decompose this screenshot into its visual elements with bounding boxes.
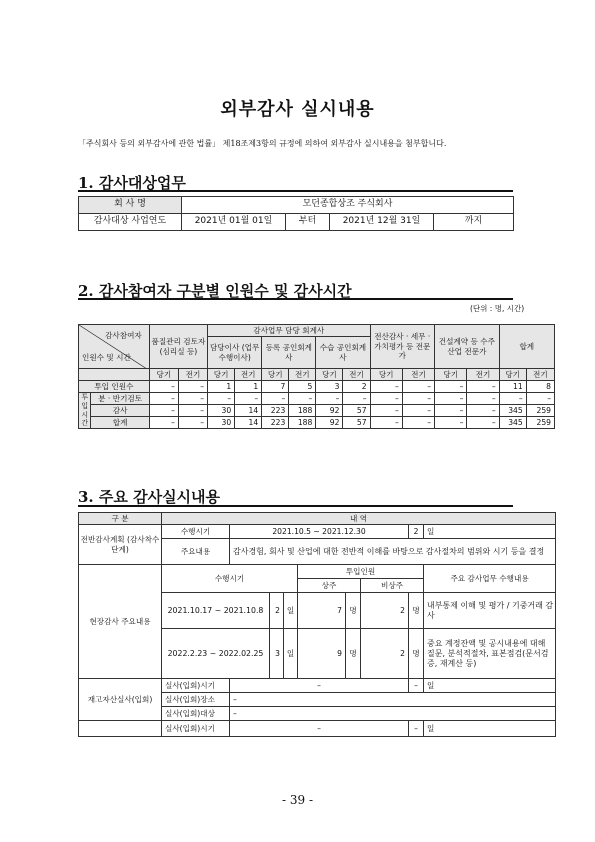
field-row-day-unit: 일 <box>284 593 298 629</box>
company-label: 회 사 명 <box>79 197 182 214</box>
section-3-rule <box>78 505 513 507</box>
row-hours-group: 투입 시간 <box>79 393 91 429</box>
people-value: 2 <box>343 381 370 393</box>
inv-place-value: – <box>230 693 556 707</box>
field-row-person-unit: 명 <box>409 593 424 629</box>
current-period-header: 당기 <box>262 369 289 381</box>
intro-text: 「주식회사 등의 외부감사에 관한 법률」 제18조제3항의 규정에 의하여 외부감사 실시내용을 첨부합니다. <box>78 139 447 148</box>
audit-value: 14 <box>235 405 262 417</box>
row-total <box>79 417 555 429</box>
section-2-rule <box>78 298 513 300</box>
field-row-task: 내부통제 이해 및 평가 / 기중거래 감사 <box>424 593 556 629</box>
field-nonresident: 비상주 <box>361 579 424 593</box>
prior-period-header: 전기 <box>526 369 554 381</box>
row-total-label: 합계 <box>91 417 149 429</box>
current-period-header: 당기 <box>208 369 235 381</box>
year-label: 감사대상 사업연도 <box>79 214 182 231</box>
col-group: 감사업무 담당 회계사 <box>208 325 370 337</box>
inv-day-unit: 일 <box>424 679 556 693</box>
plan-period-label: 수행시기 <box>162 525 230 539</box>
people-value: 1 <box>235 381 262 393</box>
audit-value: – <box>178 405 207 417</box>
row-review <box>79 393 555 405</box>
field-input-staff: 투입인원 <box>298 565 424 579</box>
audit-value: 92 <box>316 405 343 417</box>
plan-days: 2 <box>409 525 424 539</box>
page-title: 외부감사 실시내용 <box>220 99 375 120</box>
field-row-period: 2022.2.23 ~ 2022.02.25 <box>162 629 270 679</box>
total-value: – <box>435 417 467 429</box>
audit-value: – <box>467 405 499 417</box>
corner-bottom: 인원수 및 시간 <box>82 352 131 362</box>
review-value: – <box>235 393 262 405</box>
field-row-days: 2 <box>270 593 284 629</box>
field-resident: 상주 <box>298 579 361 593</box>
people-value: – <box>467 381 499 393</box>
audit-value: – <box>149 405 178 417</box>
main-audit-table <box>78 512 556 737</box>
prior-period-header: 전기 <box>235 369 262 381</box>
inv-days: – <box>409 679 424 693</box>
corner-top: 감사참여자 <box>105 331 142 341</box>
current-period-header: 당기 <box>316 369 343 381</box>
plan-label: 전반감사계획 (감사착수단계) <box>79 525 162 565</box>
current-period-header: 당기 <box>149 369 178 381</box>
people-value: 5 <box>289 381 316 393</box>
review-value: – <box>526 393 554 405</box>
total-value: – <box>402 417 434 429</box>
year-to-sep: 까지 <box>434 214 514 231</box>
review-value: – <box>435 393 467 405</box>
audit-value: – <box>370 405 402 417</box>
other-period-label: 실사(입회)시기 <box>162 721 230 737</box>
field-row-days: 3 <box>270 629 284 679</box>
company-value: 모던종합상조 주식회사 <box>182 197 514 214</box>
unit-note: (단위 : 명, 시간) <box>470 304 525 313</box>
people-value: – <box>178 381 207 393</box>
review-value: – <box>149 393 178 405</box>
other-period-value: – <box>230 721 409 737</box>
audit-value: – <box>435 405 467 417</box>
field-period-label: 수행시기 <box>162 565 298 593</box>
review-value: – <box>370 393 402 405</box>
field-label: 현장감사 주요내용 <box>79 565 162 679</box>
total-value: – <box>178 417 207 429</box>
total-value: 92 <box>316 417 343 429</box>
col-content: 내 역 <box>162 513 556 525</box>
prior-period-header: 전기 <box>467 369 499 381</box>
staff-hours-table <box>78 324 555 429</box>
audit-value: 188 <box>289 405 316 417</box>
other-days: – <box>409 721 424 737</box>
prior-period-header: 전기 <box>178 369 207 381</box>
col-category: 구 분 <box>79 513 162 525</box>
review-value: – <box>467 393 499 405</box>
field-row-nonresident: 2 <box>361 629 409 679</box>
total-value: – <box>370 417 402 429</box>
field-row-person-unit: 명 <box>409 629 424 679</box>
col-trainee: 수습 공인회계사 <box>316 337 370 369</box>
row-people <box>79 381 555 393</box>
people-value: 11 <box>499 381 526 393</box>
field-row-resident: 9 <box>298 629 346 679</box>
field-row-task: 중요 계정잔액 및 공시내용에 대해 질문, 분석적절차, 표본점검(문서검증, 재계산 등) <box>424 629 556 679</box>
inv-target-label: 실사(입회)대상 <box>162 707 230 721</box>
people-value: 7 <box>262 381 289 393</box>
inv-target-value: – <box>230 707 556 721</box>
total-value: 259 <box>526 417 554 429</box>
cur-prev-row <box>79 369 555 381</box>
people-value: 3 <box>316 381 343 393</box>
field-row-day-unit: 일 <box>284 629 298 679</box>
total-value: – <box>149 417 178 429</box>
row-audit-label: 감사 <box>91 405 149 417</box>
corner-header <box>79 325 150 369</box>
current-period-header: 당기 <box>435 369 467 381</box>
total-value: – <box>467 417 499 429</box>
audit-value: 223 <box>262 405 289 417</box>
other-label <box>79 721 162 737</box>
prior-period-header: 전기 <box>289 369 316 381</box>
plan-period: 2021.10.5 ~ 2021.12.30 <box>230 525 409 539</box>
page-number: - 39 - <box>281 793 313 807</box>
audit-value: – <box>402 405 434 417</box>
field-row-person-unit: 명 <box>346 629 361 679</box>
people-value: 1 <box>208 381 235 393</box>
current-period-header: 당기 <box>499 369 526 381</box>
review-value: – <box>289 393 316 405</box>
row-audit <box>79 405 555 417</box>
people-value: 8 <box>526 381 554 393</box>
field-row-person-unit: 명 <box>346 593 361 629</box>
field-row-nonresident: 2 <box>361 593 409 629</box>
section-3-heading: 3. 주요 감사실시내용 <box>78 488 221 506</box>
year-from: 2021년 01월 01일 <box>182 214 286 231</box>
field-main-task: 주요 감사업무 수행내용 <box>424 565 556 593</box>
field-row-resident: 7 <box>298 593 346 629</box>
current-period-header: 당기 <box>370 369 402 381</box>
row-review-label: 분 · 반기검토 <box>91 393 149 405</box>
col-partner: 담당이사 (업무수행이사) <box>208 337 262 369</box>
total-value: 30 <box>208 417 235 429</box>
review-value: – <box>402 393 434 405</box>
people-value: – <box>149 381 178 393</box>
col-total: 합계 <box>499 325 554 369</box>
audit-value: 345 <box>499 405 526 417</box>
review-value: – <box>343 393 370 405</box>
section-1-heading: 1. 감사대상업무 <box>78 174 186 192</box>
audit-value: 30 <box>208 405 235 417</box>
total-value: 345 <box>499 417 526 429</box>
section-1-rule <box>78 190 513 192</box>
inv-period-label: 실사(입회)시기 <box>162 679 230 693</box>
col-quality: 품질관리 검토자 (심리실 등) <box>149 325 207 369</box>
total-value: 57 <box>343 417 370 429</box>
audit-value: 259 <box>526 405 554 417</box>
total-value: 188 <box>289 417 316 429</box>
people-value: – <box>402 381 434 393</box>
audit-target-table <box>78 196 514 231</box>
row-people-label: 투입 인원수 <box>79 381 150 393</box>
review-value: – <box>499 393 526 405</box>
prior-period-header: 전기 <box>343 369 370 381</box>
col-construction: 건설계약 등 수주산업 전문가 <box>435 325 500 369</box>
plan-day-unit: 일 <box>424 525 556 539</box>
inventory-label: 재고자산실사(입회) <box>79 679 162 721</box>
empty-cell <box>79 369 150 381</box>
review-value: – <box>316 393 343 405</box>
other-day-unit: 일 <box>424 721 556 737</box>
plan-content-label: 주요내용 <box>162 539 230 565</box>
year-from-sep: 부터 <box>286 214 330 231</box>
inv-period-value: – <box>230 679 409 693</box>
inv-place-label: 실사(입회)장소 <box>162 693 230 707</box>
total-value: 14 <box>235 417 262 429</box>
review-value: – <box>262 393 289 405</box>
section-2-heading: 2. 감사참여자 구분별 인원수 및 감사시간 <box>78 282 352 300</box>
col-it: 전산감사 · 세무 · 가치평가 등 전문가 <box>370 325 435 369</box>
people-value: – <box>435 381 467 393</box>
people-value: – <box>370 381 402 393</box>
prior-period-header: 전기 <box>402 369 434 381</box>
total-value: 223 <box>262 417 289 429</box>
year-to: 2021년 12월 31일 <box>330 214 434 231</box>
audit-value: 57 <box>343 405 370 417</box>
col-registered: 등록 공인회계사 <box>262 337 316 369</box>
review-value: – <box>178 393 207 405</box>
field-row-period: 2021.10.17 ~ 2021.10.8 <box>162 593 270 629</box>
plan-content: 감사경험, 회사 및 산업에 대한 전반적 이해를 바탕으로 감사절차의 범위와 시기 등을 결정 <box>230 539 556 565</box>
review-value: – <box>208 393 235 405</box>
